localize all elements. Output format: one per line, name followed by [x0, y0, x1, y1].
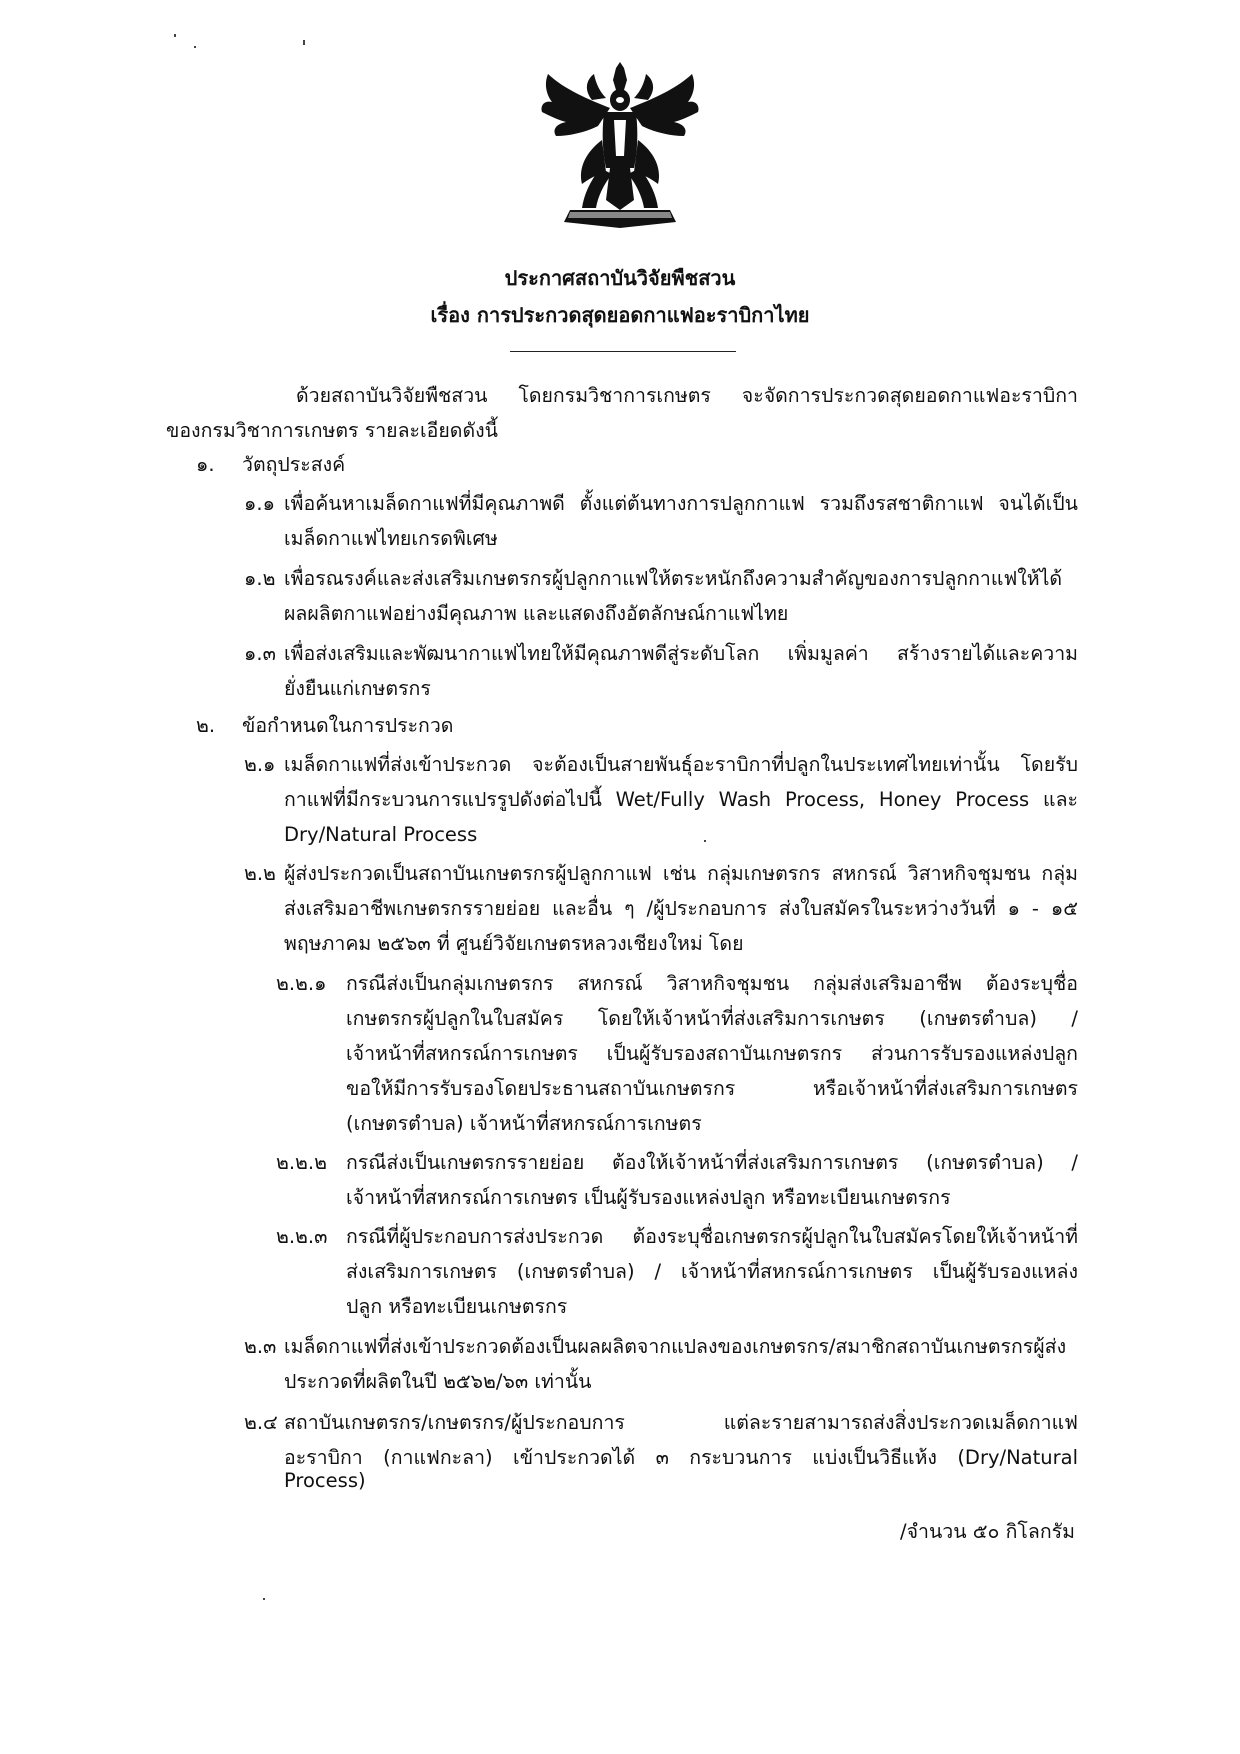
title-divider	[510, 351, 736, 352]
item-1-3-line-1: เพื่อส่งเสริมและพัฒนากาแฟไทยให้มีคุณภาพดีสู่ระดับโลก เพิ่มมูลค่า สร้างรายได้และความ	[284, 642, 1078, 665]
item-2-2-1-number: ๒.๒.๑	[276, 972, 327, 995]
item-2-2-3-line-3: ปลูก หรือทะเบียนเกษตรกร	[346, 1295, 568, 1318]
item-2-2-1-line-5: (เกษตรตำบล) เจ้าหน้าที่สหกรณ์การเกษตร	[346, 1112, 702, 1135]
intro-line-2: ของกรมวิชาการเกษตร รายละเอียดดังนี้	[166, 419, 498, 442]
item-2-2-1-line-1: กรณีส่งเป็นกลุ่มเกษตรกร สหกรณ์ วิสาหกิจชุมชน กลุ่มส่งเสริมอาชีพ ต้องระบุชื่อ	[346, 972, 1078, 995]
item-2-3-number: ๒.๓	[244, 1335, 277, 1358]
garuda-emblem-icon	[530, 60, 710, 235]
item-1-3-line-2: ยั่งยืนแก่เกษตรกร	[284, 677, 431, 700]
section-1-heading: วัตถุประสงค์	[242, 453, 346, 476]
item-2-1-line-3: Dry/Natural Process	[284, 823, 478, 846]
scan-speck	[174, 34, 176, 37]
item-2-2-3-number: ๒.๒.๓	[276, 1225, 328, 1248]
item-2-2-line-3: พฤษภาคม ๒๕๖๓ ที่ ศูนย์วิจัยเกษตรหลวงเชียงใหม่ โดย	[284, 932, 744, 955]
item-2-2-1-line-4: ขอให้มีการรับรองโดยประธานสถาบันเกษตรกร หรือเจ้าหน้าที่ส่งเสริมการเกษตร	[346, 1077, 1078, 1100]
scan-speck	[704, 840, 706, 842]
item-2-1-line-2: กาแฟที่มีกระบวนการแปรรูปดังต่อไปนี้ Wet/Fully Wash Process, Honey Process และ	[284, 788, 1078, 811]
item-1-1-line-2: เมล็ดกาแฟไทยเกรดพิเศษ	[284, 527, 498, 550]
item-1-2-line-1: เพื่อรณรงค์และส่งเสริมเกษตรกรผู้ปลูกกาแฟให้ตระหนักถึงความสำคัญของการปลูกกาแฟให้ได้	[284, 567, 1063, 590]
scan-speck	[263, 1598, 265, 1600]
page-continuation: /จำนวน ๕๐ กิโลกรัม	[900, 1520, 1075, 1543]
item-2-2-3-line-2: ส่งเสริมการเกษตร (เกษตรตำบล) / เจ้าหน้าที่สหกรณ์การเกษตร เป็นผู้รับรองแหล่ง	[346, 1260, 1078, 1283]
item-2-3-line-1: เมล็ดกาแฟที่ส่งเข้าประกวดต้องเป็นผลผลิตจากแปลงของเกษตรกร/สมาชิกสถาบันเกษตรกรผู้ส่ง	[284, 1335, 1067, 1358]
section-2-number: ๒.	[196, 714, 216, 737]
item-1-1-line-1: เพื่อค้นหาเมล็ดกาแฟที่มีคุณภาพดี ตั้งแต่ต้นทางการปลูกกาแฟ รวมถึงรสชาติกาแฟ จนได้เป็น	[284, 492, 1078, 515]
item-2-2-3-line-1: กรณีที่ผู้ประกอบการส่งประกวด ต้องระบุชื่อเกษตรกรผู้ปลูกในใบสมัครโดยให้เจ้าหน้าที่	[346, 1225, 1078, 1248]
item-2-2-line-2: ส่งเสริมอาชีพเกษตรกรรายย่อย และอื่น ๆ /ผู้ประกอบการ ส่งใบสมัครในระหว่างวันที่ ๑ - ๑๕	[284, 897, 1078, 920]
scan-speck	[303, 40, 305, 45]
item-2-1-line-1: เมล็ดกาแฟที่ส่งเข้าประกวด จะต้องเป็นสายพันธุ์อะราบิกาที่ปลูกในประเทศไทยเท่านั้น โดยรับ	[284, 753, 1078, 776]
item-1-3-number: ๑.๓	[244, 642, 276, 665]
intro-line-1: ด้วยสถาบันวิจัยพืชสวน โดยกรมวิชาการเกษตร จะจัดการประกวดสุดยอดกาแฟอะราบิกา	[296, 384, 1078, 407]
item-2-4-line-1: สถาบันเกษตรกร/เกษตรกร/ผู้ประกอบการ แต่ละรายสามารถส่งสิ่งประกวดเมล็ดกาแฟ	[284, 1411, 1078, 1434]
item-2-2-2-line-1: กรณีส่งเป็นเกษตรกรรายย่อย ต้องให้เจ้าหน้าที่ส่งเสริมการเกษตร (เกษตรตำบล) /	[346, 1151, 1078, 1174]
document-title: ประกาศสถาบันวิจัยพืชสวน	[504, 266, 736, 290]
item-2-2-1-line-3: เจ้าหน้าที่สหกรณ์การเกษตร เป็นผู้รับรองสถาบันเกษตรกร ส่วนการรับรองแหล่งปลูก	[346, 1042, 1078, 1065]
scan-speck	[194, 46, 196, 48]
item-2-4-number: ๒.๔	[244, 1411, 278, 1434]
item-1-2-line-2: ผลผลิตกาแฟอย่างมีคุณภาพ และแสดงถึงอัตลักษณ์กาแฟไทย	[284, 602, 789, 625]
section-1-number: ๑.	[196, 453, 215, 476]
item-2-3-line-2: ประกวดที่ผลิตในปี ๒๕๖๒/๖๓ เท่านั้น	[284, 1370, 592, 1393]
item-2-2-1-line-2: เกษตรกรผู้ปลูกในใบสมัคร โดยให้เจ้าหน้าที่ส่งเสริมการเกษตร (เกษตรตำบล) /	[346, 1007, 1078, 1030]
item-2-4-line-2: อะราบิกา (กาแฟกะลา) เข้าประกวดได้ ๓ กระบวนการ แบ่งเป็นวิธีแห้ง (Dry/Natural Process)	[284, 1446, 1078, 1493]
item-1-2-number: ๑.๒	[244, 567, 276, 590]
item-1-1-number: ๑.๑	[244, 492, 275, 515]
section-2-heading: ข้อกำหนดในการประกวด	[242, 714, 454, 737]
item-2-2-line-1: ผู้ส่งประกวดเป็นสถาบันเกษตรกรผู้ปลูกกาแฟ เช่น กลุ่มเกษตรกร สหกรณ์ วิสาหกิจชุมชน กลุ่ม	[284, 862, 1078, 885]
item-2-2-2-line-2: เจ้าหน้าที่สหกรณ์การเกษตร เป็นผู้รับรองแหล่งปลูก หรือทะเบียนเกษตรกร	[346, 1186, 951, 1209]
item-2-2-number: ๒.๒	[244, 862, 276, 885]
document-subject: เรื่อง การประกวดสุดยอดกาแฟอะราบิกาไทย	[430, 303, 810, 327]
item-2-2-2-number: ๒.๒.๒	[276, 1151, 327, 1174]
item-2-1-number: ๒.๑	[244, 753, 276, 776]
